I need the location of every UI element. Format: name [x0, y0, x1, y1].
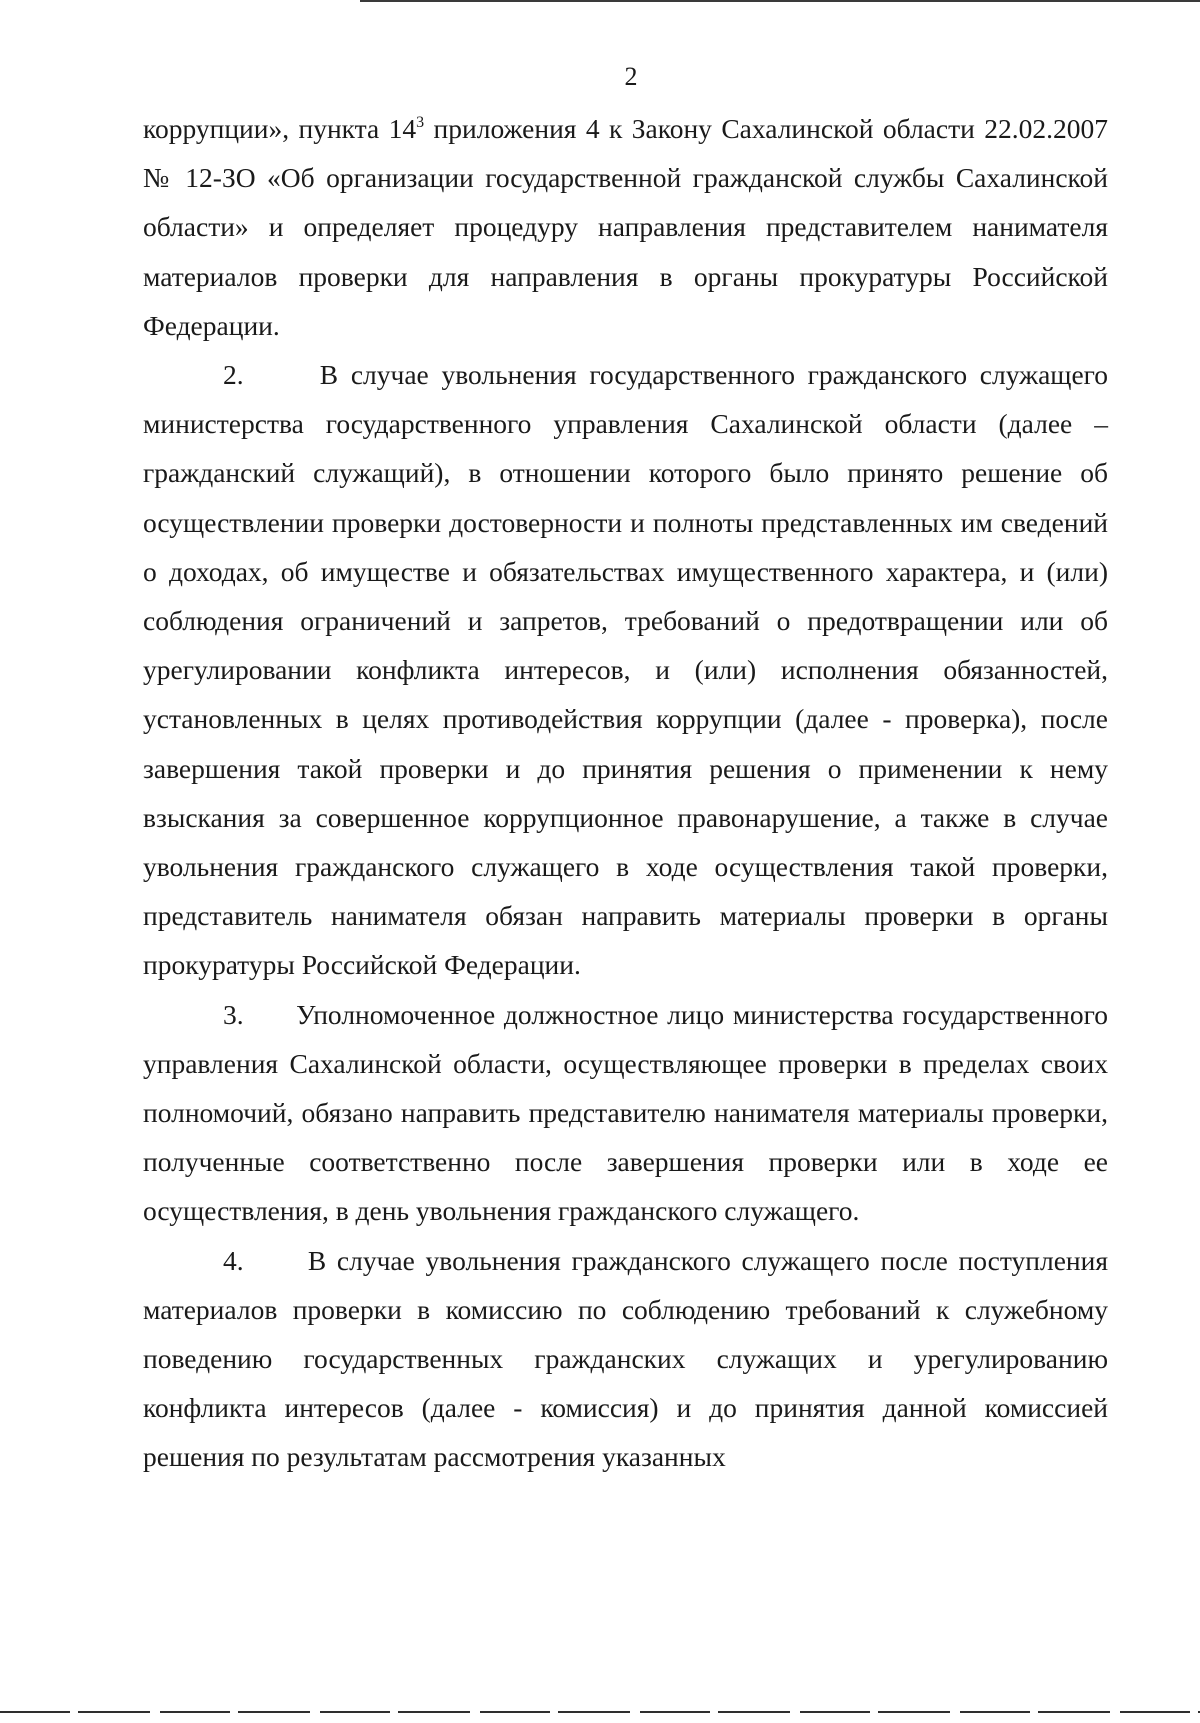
document-body [143, 104, 1108, 1482]
paragraph-3-number: 3. [223, 998, 244, 1030]
paragraph-1-text-end: приложения 4 к Закону Сахалинской области 22.02.2007 № 12-ЗО «Об организации государственной гражданской службы Сахалинской области» и определяет процедуру направления представителем нанимателя материалов проверки для направления в органы прокуратуры Российской Федерации. [143, 113, 1108, 341]
paragraph-1-text-start: коррупции», пункта 14 [143, 113, 417, 144]
paragraph-4 [143, 1236, 1108, 1482]
scan-edge-top [360, 0, 1200, 2]
paragraph-4-number: 4. [223, 1244, 244, 1276]
paragraph-1-continuation [143, 104, 1108, 350]
paragraph-2 [143, 350, 1108, 990]
paragraph-3 [143, 990, 1108, 1236]
paragraph-2-text: В случае увольнения государственного гражданского служащего министерства государственного управления Сахалинской области (далее – гражданский служащий), в отношении которого было принято решение об осуществлении проверки достоверности и полноты представленных им сведений о доходах, об имуществе и обязательствах имущественного характера, и (или) соблюдения ограничений и запретов, требований о предотвращении или об урегулировании конфликта интересов, и (или) исполнения обязанностей, установленных в целях противодействия коррупции (далее - проверка), после завершения такой проверки и до принятия решения о применении к нему взыскания за совершенное коррупционное правонарушение, а также в случае увольнения гражданского служащего в ходе осуществления такой проверки, представитель нанимателя обязан направить материалы проверки в органы прокуратуры Российской Федерации. [143, 359, 1109, 981]
paragraph-4-text: В случае увольнения гражданского служащего после поступления материалов проверки в комиссию по соблюдению требований к служебному поведению государственных гражданских служащих и урегулированию конфликта интересов (далее - комиссия) и до принятия данной комиссией решения по результатам рассмотрения указанных [143, 1244, 1108, 1473]
scan-edge-bottom [0, 1711, 1200, 1713]
superscript-index: 3 [416, 114, 425, 131]
paragraph-2-number: 2. [223, 359, 244, 391]
paragraph-3-text: Уполномоченное должностное лицо министерства государственного управления Сахалинской области, осуществляющее проверки в пределах своих полномочий, обязано направить представителю нанимателя материалы проверки, полученные соответственно после завершения проверки или в ходе ее осуществления, в день увольнения гражданского служащего. [143, 998, 1108, 1227]
page-number: 2 [624, 62, 638, 91]
